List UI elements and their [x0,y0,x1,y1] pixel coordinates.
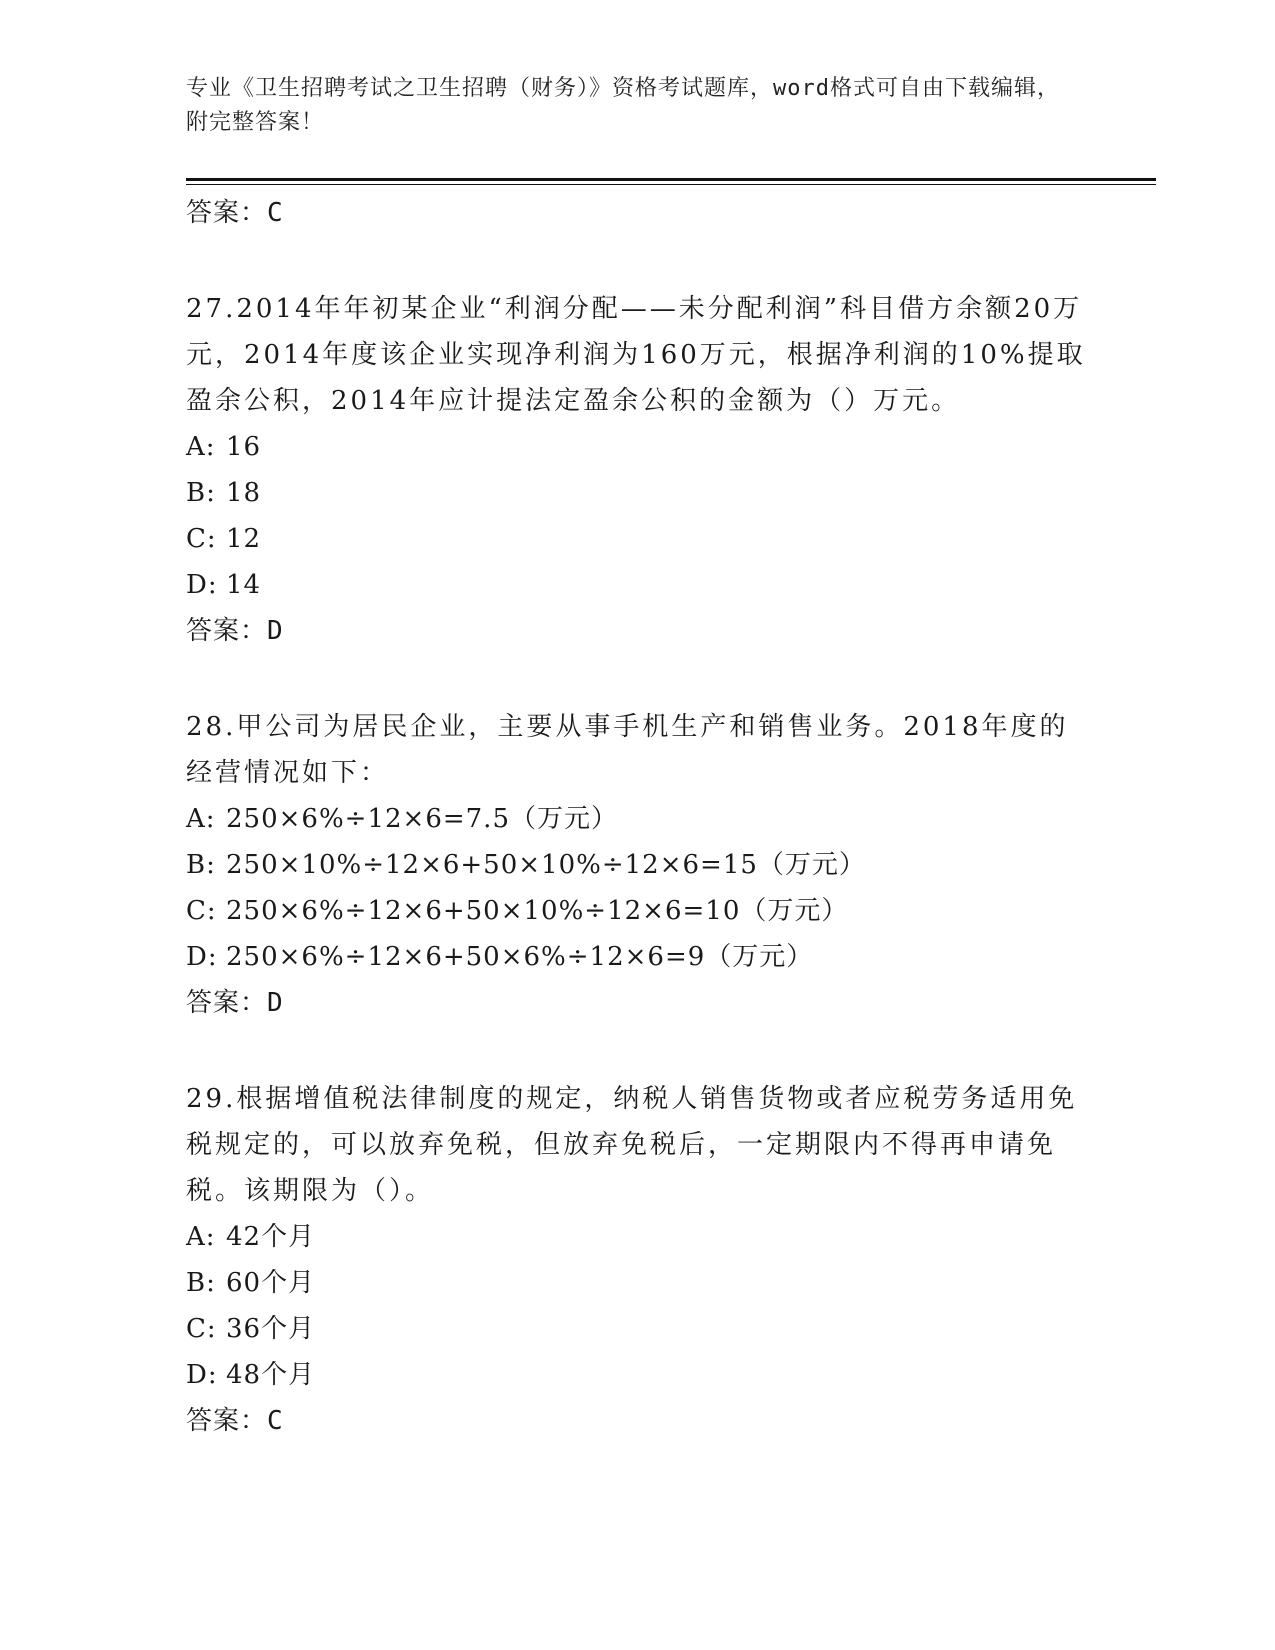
option-value: 60个月 [226,1268,316,1298]
option-value: 12 [226,524,262,554]
option-key: D: [186,942,218,972]
option-value: 250×6%÷12×6+50×10%÷12×6=10（万元） [226,896,849,926]
question-text: 27.2014年年初某企业“利润分配——未分配利润”科目借方余额20万元，2014年度该企业实现净利润为160万元，根据净利润的10%提取盈余公积，2014年应计提法定盈余公积的金额为（）万元。 [186,294,1086,416]
document-header: 专业《卫生招聘考试之卫生招聘（财务）》资格考试题库，word格式可自由下载编辑，附完整答案！ [186,76,1060,135]
option-a [186,424,1086,470]
option-key: D: [186,570,218,600]
option-value: 36个月 [226,1314,316,1344]
question-27 [186,286,1086,654]
option-c [186,888,1086,934]
document-body [186,190,1086,1444]
option-b [186,842,1086,888]
option-a [186,1214,1086,1260]
option-d [186,934,1086,980]
option-value: 14 [226,570,262,600]
question-text: 29.根据增值税法律制度的规定，纳税人销售货物或者应税劳务适用免税规定的，可以放弃免税，但放弃免税后，一定期限内不得再申请免税。该期限为（）。 [186,1084,1078,1206]
answer-line: 答案：C [186,1406,284,1436]
question-29 [186,1076,1086,1444]
option-d [186,1352,1086,1398]
answer-line: 答案：D [186,616,284,646]
option-value: 48个月 [226,1360,316,1390]
option-value: 250×6%÷12×6=7.5（万元） [226,804,618,834]
question-28 [186,704,1086,1026]
option-key: C: [186,896,217,926]
question-text: 28.甲公司为居民企业，主要从事手机生产和销售业务。2018年度的经营情况如下： [186,712,1069,788]
option-d [186,562,1086,608]
option-a [186,796,1086,842]
option-value: 18 [226,478,262,508]
option-key: C: [186,524,217,554]
option-b [186,470,1086,516]
option-value: 250×6%÷12×6+50×6%÷12×6=9（万元） [226,942,814,972]
option-key: A: [186,432,216,462]
option-value: 42个月 [226,1222,316,1252]
option-b [186,1260,1086,1306]
option-c [186,1306,1086,1352]
option-key: B: [186,1268,216,1298]
option-key: D: [186,1360,218,1390]
header-rule-thick [186,178,1156,181]
answer-line: 答案：D [186,988,284,1018]
option-key: B: [186,850,216,880]
option-c [186,516,1086,562]
option-key: C: [186,1314,217,1344]
option-value: 250×10%÷12×6+50×10%÷12×6=15（万元） [226,850,866,880]
answer-line: 答案：C [186,198,284,228]
option-key: A: [186,1222,216,1252]
option-key: B: [186,478,216,508]
option-value: 16 [226,432,262,462]
header-rule-thin [186,184,1156,185]
option-key: A: [186,804,216,834]
